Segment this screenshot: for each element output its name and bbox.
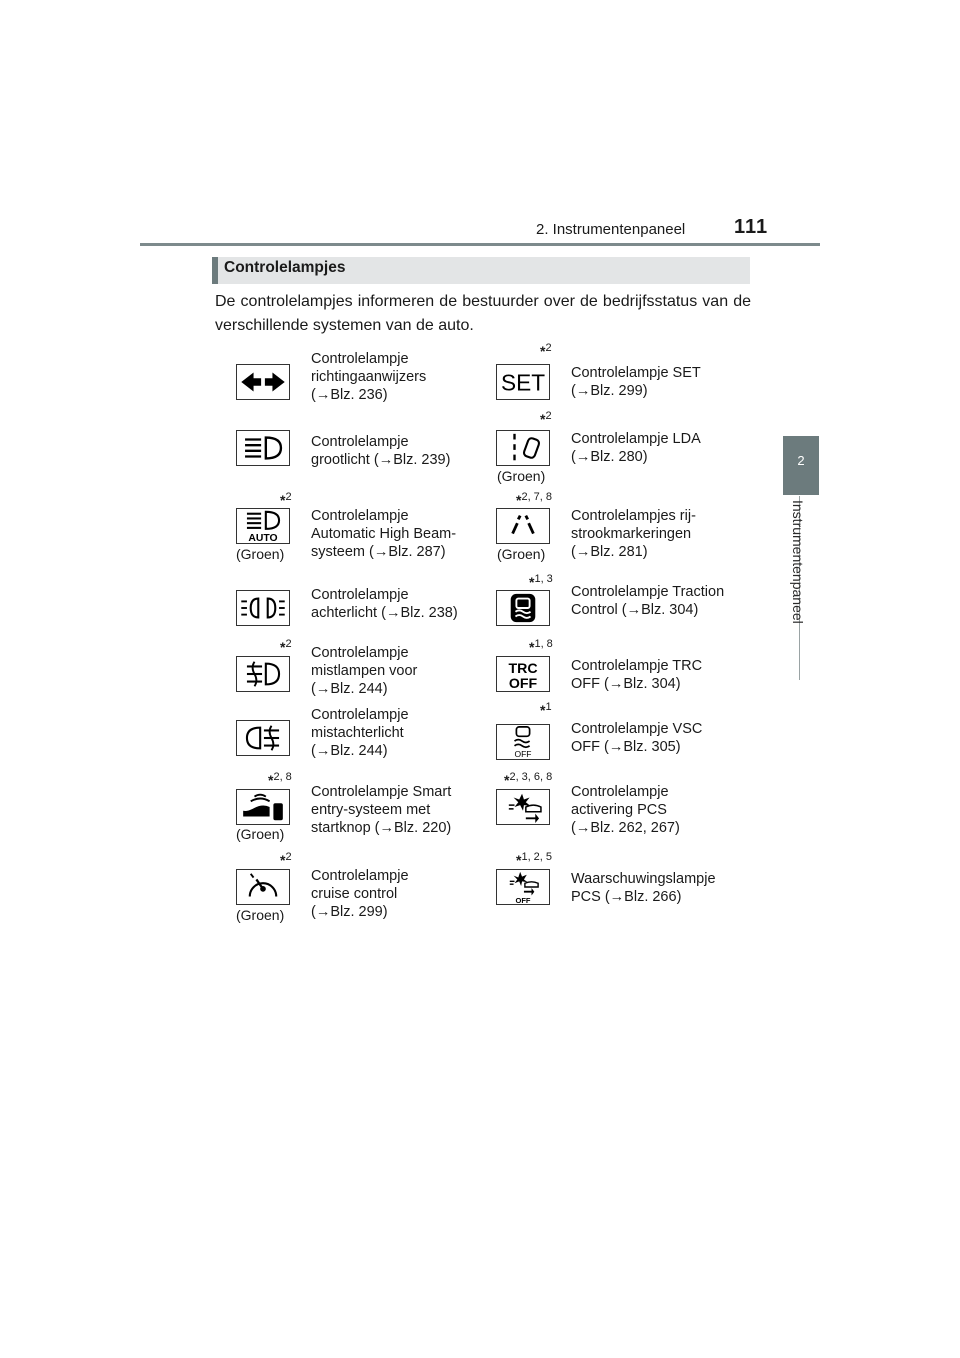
indicator-description: Controlelampje achterlicht (→Blz. 238) xyxy=(311,587,458,621)
section-accent xyxy=(212,257,218,284)
indicator-description: Controlelampje Smart entry-systeem met startknop (→Blz. 220) xyxy=(311,784,452,836)
indicator-description: Controlelampje TRC OFF (→Blz. 304) xyxy=(571,658,703,692)
indicator-description: Controlelampje cruise control (→Blz. 299) xyxy=(311,868,409,920)
high-beam-icon xyxy=(236,430,290,466)
indicator-sublabel: (Groen) xyxy=(236,826,285,842)
cruise-control-icon xyxy=(236,869,290,905)
indicator-description: Controlelampjes rij- strookmarkeringen (→Blz. 281) xyxy=(571,508,696,560)
chapter-tab-number: 2 xyxy=(797,453,805,468)
chapter-title: 2. Instrumentenpaneel xyxy=(536,221,686,238)
rear-fog-light-icon xyxy=(236,720,290,756)
indicator-sublabel: (Groen) xyxy=(497,468,546,484)
svg-text:OFF: OFF xyxy=(515,896,531,904)
lane-markings-icon xyxy=(496,508,550,544)
indicator-description: Controlelampje Automatic High Beam- systeem (→Blz. 287) xyxy=(311,508,457,560)
indicator-description: Controlelampje mistachterlicht (→Blz. 244) xyxy=(311,707,409,759)
front-fog-light-icon xyxy=(236,656,290,692)
svg-text:SET: SET xyxy=(500,369,546,396)
footnote-mark: *1, 3 xyxy=(529,573,553,590)
lda-icon xyxy=(496,430,550,466)
smart-entry-icon xyxy=(236,789,290,825)
section-intro: De controlelampjes informeren de bestuurder over de bedrijfsstatus van de verschillende systemen van de auto. xyxy=(215,293,751,334)
indicator-description: Controlelampje activering PCS (→Blz. 262, 267) xyxy=(571,784,680,836)
indicator-description: Controlelampje mistlampen voor (→Blz. 244) xyxy=(311,645,418,697)
svg-text:OFF: OFF xyxy=(514,749,532,759)
page-header xyxy=(0,0,960,250)
footnote-mark: *2 xyxy=(280,851,292,868)
footnote-mark: *1, 8 xyxy=(529,638,553,655)
indicator-description: Controlelampje VSC OFF (→Blz. 305) xyxy=(571,721,703,755)
footnote-mark: *1 xyxy=(540,701,552,718)
auto-high-beam-icon xyxy=(236,508,290,544)
footnote-mark: *2 xyxy=(540,342,552,359)
footnote-mark: *2, 3, 6, 8 xyxy=(504,771,553,788)
footnote-mark: *2, 8 xyxy=(268,771,292,788)
traction-control-icon xyxy=(496,590,550,626)
footnote-mark: *1, 2, 5 xyxy=(516,851,553,868)
vsc-off-icon xyxy=(496,724,550,760)
pcs-off-icon xyxy=(496,869,550,905)
footnote-mark: *2 xyxy=(540,410,552,427)
indicator-sublabel: (Groen) xyxy=(497,546,546,562)
trc-off-icon xyxy=(496,656,550,692)
indicator-description: Controlelampje Traction Control (→Blz. 304) xyxy=(571,584,725,618)
section-title: Controlelampjes xyxy=(224,259,346,276)
footnote-mark: *2, 7, 8 xyxy=(516,491,553,508)
indicator-sublabel: (Groen) xyxy=(236,907,285,923)
pcs-icon xyxy=(496,789,550,825)
indicator-description: Controlelampje SET (→Blz. 299) xyxy=(571,365,701,399)
chapter-tab-label: Instrumentenpaneel xyxy=(790,500,806,624)
svg-text:AUTO: AUTO xyxy=(248,533,278,543)
header-rule xyxy=(140,243,820,246)
tail-light-icon xyxy=(236,590,290,626)
footnote-mark: *2 xyxy=(280,638,292,655)
turn-signal-arrows-icon xyxy=(236,364,290,400)
set-icon xyxy=(496,364,550,400)
footnote-mark: *2 xyxy=(280,491,292,508)
indicator-description: Waarschuwingslampje PCS (→Blz. 266) xyxy=(571,871,716,905)
svg-text:TRC: TRC xyxy=(508,661,538,678)
indicator-description: Controlelampje richtingaanwijzers (→Blz. 236) xyxy=(311,351,427,403)
indicator-sublabel: (Groen) xyxy=(236,546,285,562)
svg-text:OFF: OFF xyxy=(508,676,538,691)
indicator-description: Controlelampje LDA (→Blz. 280) xyxy=(571,431,701,465)
indicator-description: Controlelampje grootlicht (→Blz. 239) xyxy=(311,434,451,468)
page-number: 111 xyxy=(734,216,769,238)
